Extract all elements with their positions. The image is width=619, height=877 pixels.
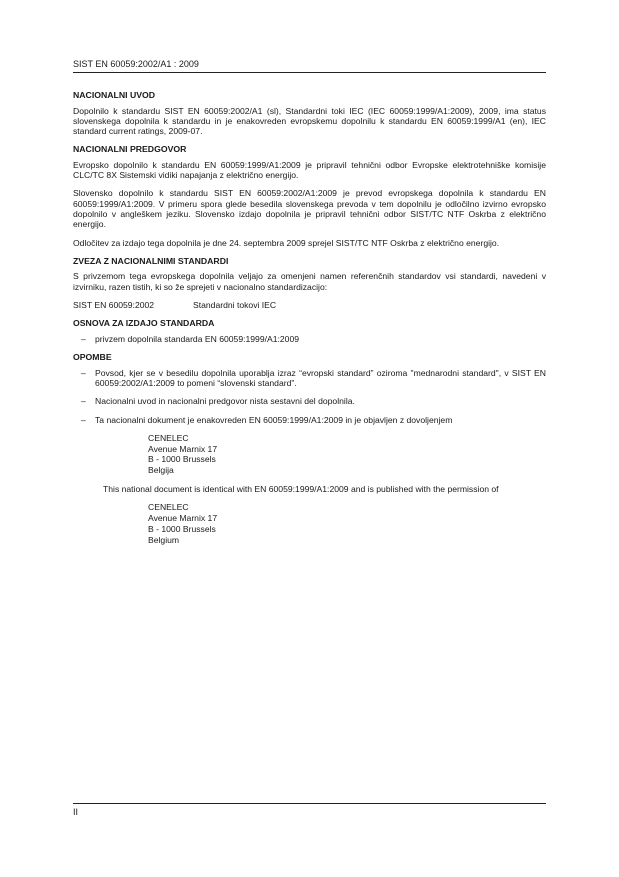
section-zveza	[73, 256, 546, 310]
list-item-text: Nacionalni uvod in nacionalni predgovor nista sestavni del dopolnila.	[95, 396, 355, 407]
dash-bullet: –	[81, 333, 86, 344]
address-line: B - 1000 Brussels	[148, 523, 216, 534]
dash-bullet: –	[81, 396, 86, 407]
list-item	[73, 415, 546, 425]
page-number: II	[73, 807, 79, 817]
section-title-opombe: OPOMBE	[73, 352, 112, 363]
paragraph: Odločitev za izdajo tega dopolnila je dne 24. septembra 2009 sprejel SIST/TC NTF Oskrba z električno energijo.	[73, 237, 500, 248]
list-item	[73, 368, 546, 389]
list-item-text: Ta nacionalni dokument je enakovreden EN 60059:1999/A1:2009 in je objavljen z dovoljenjem	[95, 414, 453, 425]
reference-row	[73, 300, 546, 310]
address-line: CENELEC	[148, 502, 189, 513]
paragraph: Dopolnilo k standardu SIST EN 60059:2002/A1 (sl), Standardni toki IEC (IEC 60059:1999/A1:2009), 2009, ima status slovenskega dopolnila k standardu in je enakovreden evropskemu dopolnilu k standardu EN 60059:1999/A1 (en), IEC standard current ratings, 2009-07.	[73, 105, 546, 137]
address-line: Belgium	[148, 534, 180, 545]
address-line: Belgija	[148, 465, 174, 476]
page-content	[73, 90, 546, 554]
section-title-uvod: NACIONALNI UVOD	[73, 90, 156, 100]
section-title-zveza: ZVEZA Z NACIONALNIMI STANDARDI	[73, 255, 229, 266]
section-osnova	[73, 318, 546, 344]
list-item	[73, 396, 546, 406]
dash-bullet: –	[81, 367, 86, 378]
address-line: B - 1000 Brussels	[148, 454, 216, 465]
opombe-list	[73, 368, 546, 425]
paragraph: S privzemom tega evropskega dopolnila veljajo za omenjeni namen referenčnih standardov vsi standardi, navedeni v izvirniku, razen tistih, ki so že sprejeti v nacionalno standardizacijo:	[73, 271, 546, 292]
header-rule	[73, 72, 546, 73]
address-line: CENELEC	[148, 432, 189, 443]
list-item-text: Povsod, kjer se v besedilu dopolnila uporablja izraz “evropski standard” oziroma "mednarodni standard", v SIST EN 60059:2002/A1:2009 to pomeni “slovenski standard”.	[95, 367, 546, 388]
paragraph: Slovensko dopolnilo k standardu SIST EN 60059:2002/A1:2009 je prevod evropskega dopolnila k standardu EN 60059:1999/A1:2009. V primeru spora glede besedila slovenskega prevoda v tem dopolnilu je odločilno izvirno evropsko dopolnilo v angleškem jeziku. Slovensko izdajo dopolnila je pripravil tehnični odbor SIST/TC NTF Oskrba z električno energijo.	[73, 188, 546, 230]
section-predgovor	[73, 144, 546, 248]
header-doc-id: SIST EN 60059:2002/A1 : 2009	[73, 59, 199, 69]
list-item-text: privzem dopolnila standarda EN 60059:1999/A1:2009	[95, 333, 300, 344]
reference-code: SIST EN 60059:2002	[73, 300, 155, 311]
address-block-sl	[148, 433, 546, 476]
address-line: Avenue Marnix 17	[148, 513, 218, 524]
address-line: Avenue Marnix 17	[148, 443, 218, 454]
section-opombe	[73, 352, 546, 545]
dash-bullet: –	[81, 414, 86, 425]
paragraph: Evropsko dopolnilo k standardu EN 60059:1999/A1:2009 je pripravil tehnični odbor Evropske elektrotehniške komisije CLC/TC 8X Sistemski vidiki napajanja z električno energijo.	[73, 159, 546, 181]
footer-rule	[73, 803, 546, 804]
osnova-list	[73, 334, 546, 344]
address-block-en	[148, 502, 546, 545]
section-title-osnova: OSNOVA ZA IZDAJO STANDARDA	[73, 318, 215, 329]
english-note: This national document is identical with EN 60059:1999/A1:2009 and is published with the permission of	[103, 484, 499, 495]
list-item	[73, 334, 546, 344]
section-uvod	[73, 90, 546, 136]
section-title-predgovor: NACIONALNI PREDGOVOR	[73, 144, 187, 155]
reference-title: Standardni tokovi IEC	[193, 300, 277, 311]
